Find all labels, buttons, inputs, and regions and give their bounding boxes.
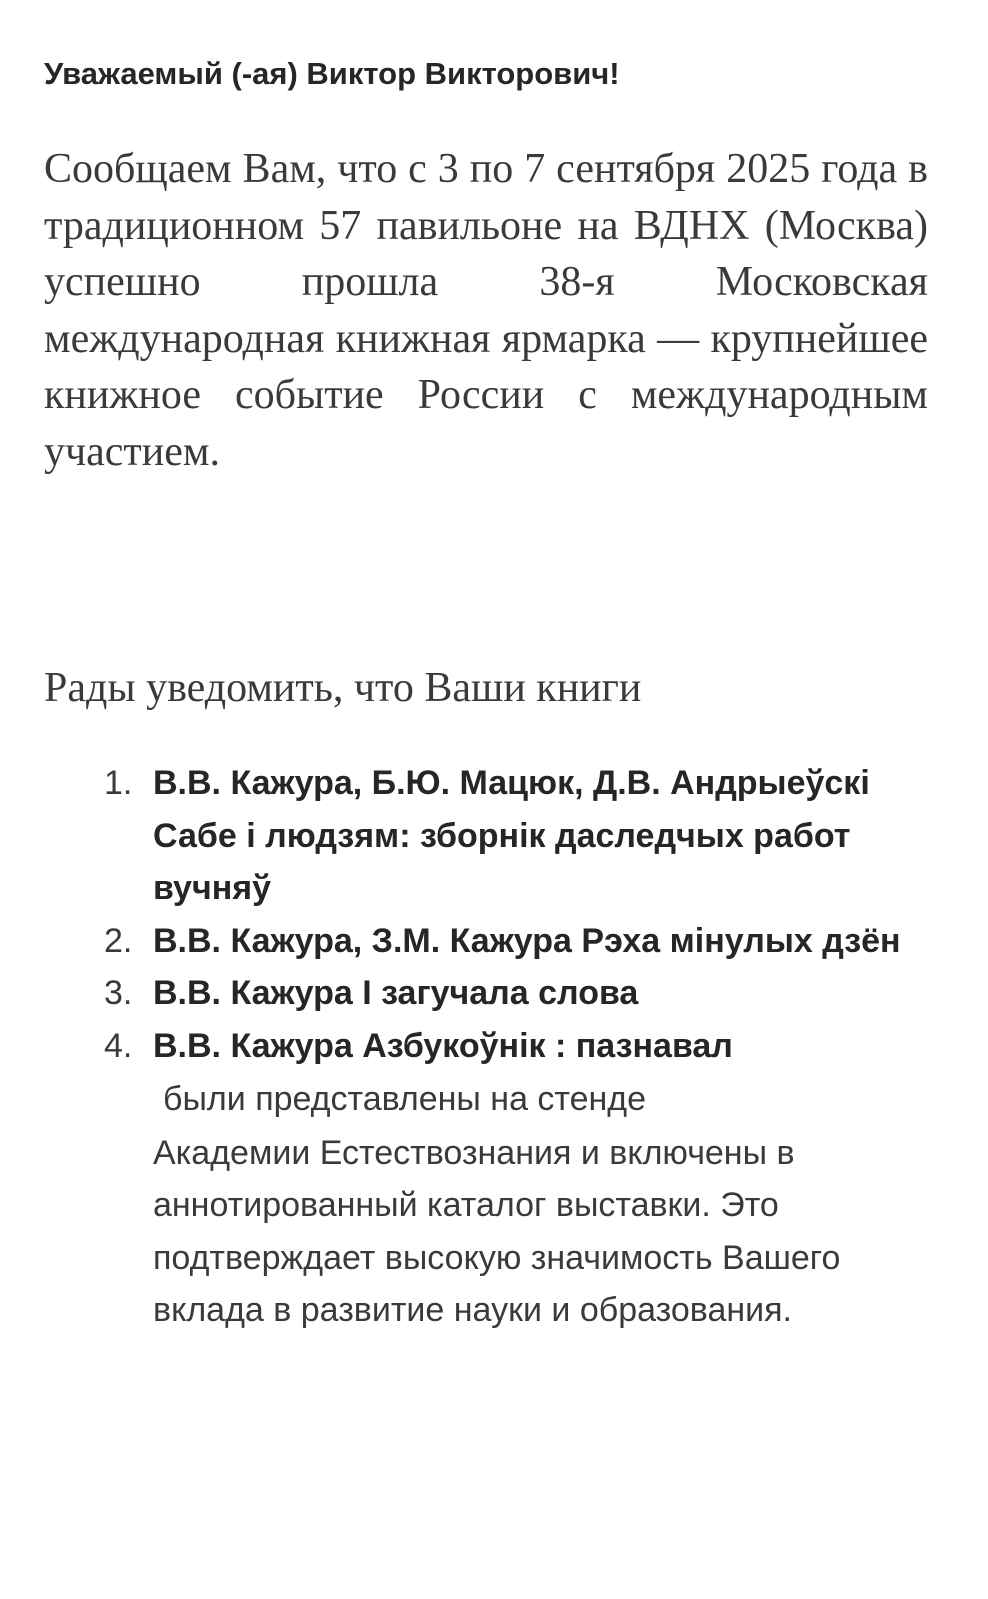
- books-lead-text: Рады уведомить, что Ваши книги: [44, 665, 642, 711]
- list-number: 2.: [104, 921, 133, 960]
- presentation-note: Академии Естествознания и включены в аннотированный каталог выставки. Это подтверждает высокую значимость Вашего вклада в развитие науки и образования.: [153, 1133, 841, 1329]
- books-list: [0, 757, 988, 1337]
- book-title: В.В. Кажура І загучала слова: [153, 974, 639, 1012]
- list-number: 4.: [104, 1026, 133, 1065]
- presentation-note-first-line: были представлены на стенде: [163, 1080, 647, 1118]
- book-list-item-1: [0, 757, 988, 915]
- book-title: В.В. Кажура Азбукоўнік : пазнавал: [153, 1026, 733, 1065]
- book-list-item-3: [0, 967, 988, 1020]
- list-number: 3.: [104, 974, 133, 1012]
- book-list-item-2: [0, 915, 988, 968]
- book-title: В.В. Кажура, З.М. Кажура Рэха мінулых дзён: [153, 921, 901, 960]
- greeting-heading: Уважаемый (-ая) Виктор Викторович!: [44, 56, 620, 91]
- intro-paragraph: Сообщаем Вам, что с 3 по 7 сентября 2025 года в традиционном 57 павильоне на ВДНХ (Москва) успешно прошла 38-я Московская международная книжная ярмарка — крупнейшее книжное событие России с международным участием.: [44, 146, 928, 475]
- book-title: В.В. Кажура, Б.Ю. Мацюк, Д.В. Андрыеўскі Сабе і людзям: зборнік даследчых работ вучняў: [153, 764, 870, 907]
- book-list-item-4: [0, 1020, 988, 1337]
- list-number: 1.: [104, 764, 133, 802]
